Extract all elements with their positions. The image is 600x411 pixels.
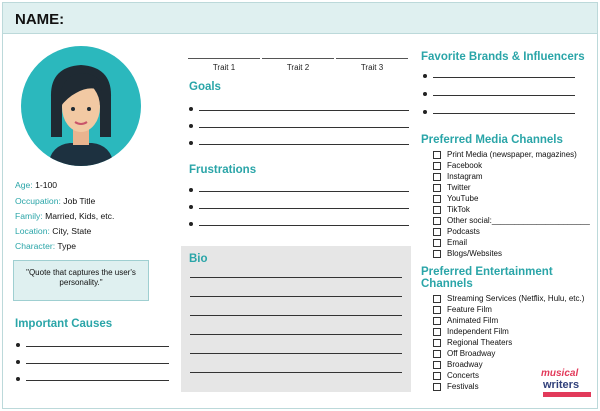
goals-line [199,144,409,145]
trait-label: Trait 2 [286,63,310,72]
frustrations-line [199,191,409,192]
entertainment-option: Streaming Services (Netflix, Hulu, etc.) [447,294,585,303]
trait-line [188,58,260,59]
frustrations-line [199,225,409,226]
media-option: Podcasts [447,227,480,236]
bio-line [190,296,402,297]
media-checkbox[interactable] [433,195,441,203]
goals-bullet [189,141,193,145]
location-field: Location: City, State [15,226,92,236]
entertainment-checkbox[interactable] [433,350,441,358]
entertainment-checkbox[interactable] [433,306,441,314]
media-option: Twitter [447,183,471,192]
entertainment-checkbox[interactable] [433,295,441,303]
media-checkbox[interactable] [433,228,441,236]
name-label: NAME: [15,11,65,28]
entertainment-option: Festivals [447,382,479,391]
bio-line [190,315,402,316]
bio-line [190,372,402,373]
age-field: Age: 1-100 [15,180,58,190]
entertainment-option: Independent Film [447,327,509,336]
media-heading: Preferred Media Channels [421,134,563,146]
media-option: TikTok [447,205,470,214]
entertainment-option: Animated Film [447,316,499,325]
media-checkbox[interactable] [433,184,441,192]
media-option: Blogs/Websites [447,249,502,258]
goals-bullet [189,107,193,111]
bio-heading: Bio [189,253,208,265]
family-field: Family: Married, Kids, etc. [15,211,115,221]
logo-line-2: writers [543,379,580,391]
frustrations-heading: Frustrations [189,164,257,176]
media-checkbox[interactable] [433,239,441,247]
goals-line [199,110,409,111]
entertainment-option: Concerts [447,371,480,380]
frustrations-line [199,208,409,209]
brands-bullet [423,74,427,78]
media-option: Facebook [447,161,483,170]
character-field: Character: Type [15,241,76,251]
brands-line [433,113,575,114]
trait-line [262,58,334,59]
entertainment-checkbox[interactable] [433,383,441,391]
media-checkbox[interactable] [433,173,441,181]
media-option: Other social:______________________ [447,216,590,225]
media-option: Email [447,238,468,247]
causes-bullet [16,377,20,381]
brands-line [433,77,575,78]
bio-line [190,353,402,354]
entertainment-option: Feature Film [447,305,492,314]
musical-writers-logo [541,368,595,398]
causes-heading: Important Causes [15,318,113,330]
goals-heading: Goals [189,81,221,93]
brands-heading: Favorite Brands & Influencers [421,51,585,63]
media-option: YouTube [447,194,479,203]
trait-line [336,58,408,59]
causes-bullet [16,360,20,364]
media-checkbox[interactable] [433,162,441,170]
logo-line-1: musical [541,368,579,379]
causes-line [26,363,169,364]
entertainment-option: Regional Theaters [447,338,513,347]
entertainment-heading: Preferred Entertainment Channels [421,266,553,291]
bio-box [181,246,411,392]
entertainment-option: Broadway [447,360,483,369]
entertainment-checkbox[interactable] [433,361,441,369]
media-checkbox[interactable] [433,250,441,258]
media-checkbox[interactable] [433,217,441,225]
causes-line [26,380,169,381]
entertainment-option: Off Broadway [447,349,496,358]
avatar [20,45,142,167]
bio-line [190,334,402,335]
causes-line [26,346,169,347]
name-bar [3,3,597,34]
entertainment-checkbox[interactable] [433,317,441,325]
causes-bullet [16,343,20,347]
bio-line [190,277,402,278]
media-checkbox[interactable] [433,151,441,159]
frustrations-bullet [189,188,193,192]
trait-label: Trait 1 [212,63,236,72]
trait-label: Trait 3 [360,63,384,72]
logo-bar [543,392,591,397]
frustrations-bullet [189,222,193,226]
user-quote: "Quote that captures the user's personality." [13,260,149,301]
brands-bullet [423,110,427,114]
frustrations-bullet [189,205,193,209]
entertainment-checkbox[interactable] [433,328,441,336]
goals-line [199,127,409,128]
persona-card [2,2,598,409]
brands-line [433,95,575,96]
brands-bullet [423,92,427,96]
media-checkbox[interactable] [433,206,441,214]
media-option: Instagram [447,172,483,181]
occupation-field: Occupation: Job Title [15,196,96,206]
goals-bullet [189,124,193,128]
entertainment-checkbox[interactable] [433,339,441,347]
media-option: Print Media (newspaper, magazines) [447,150,577,159]
entertainment-checkbox[interactable] [433,372,441,380]
